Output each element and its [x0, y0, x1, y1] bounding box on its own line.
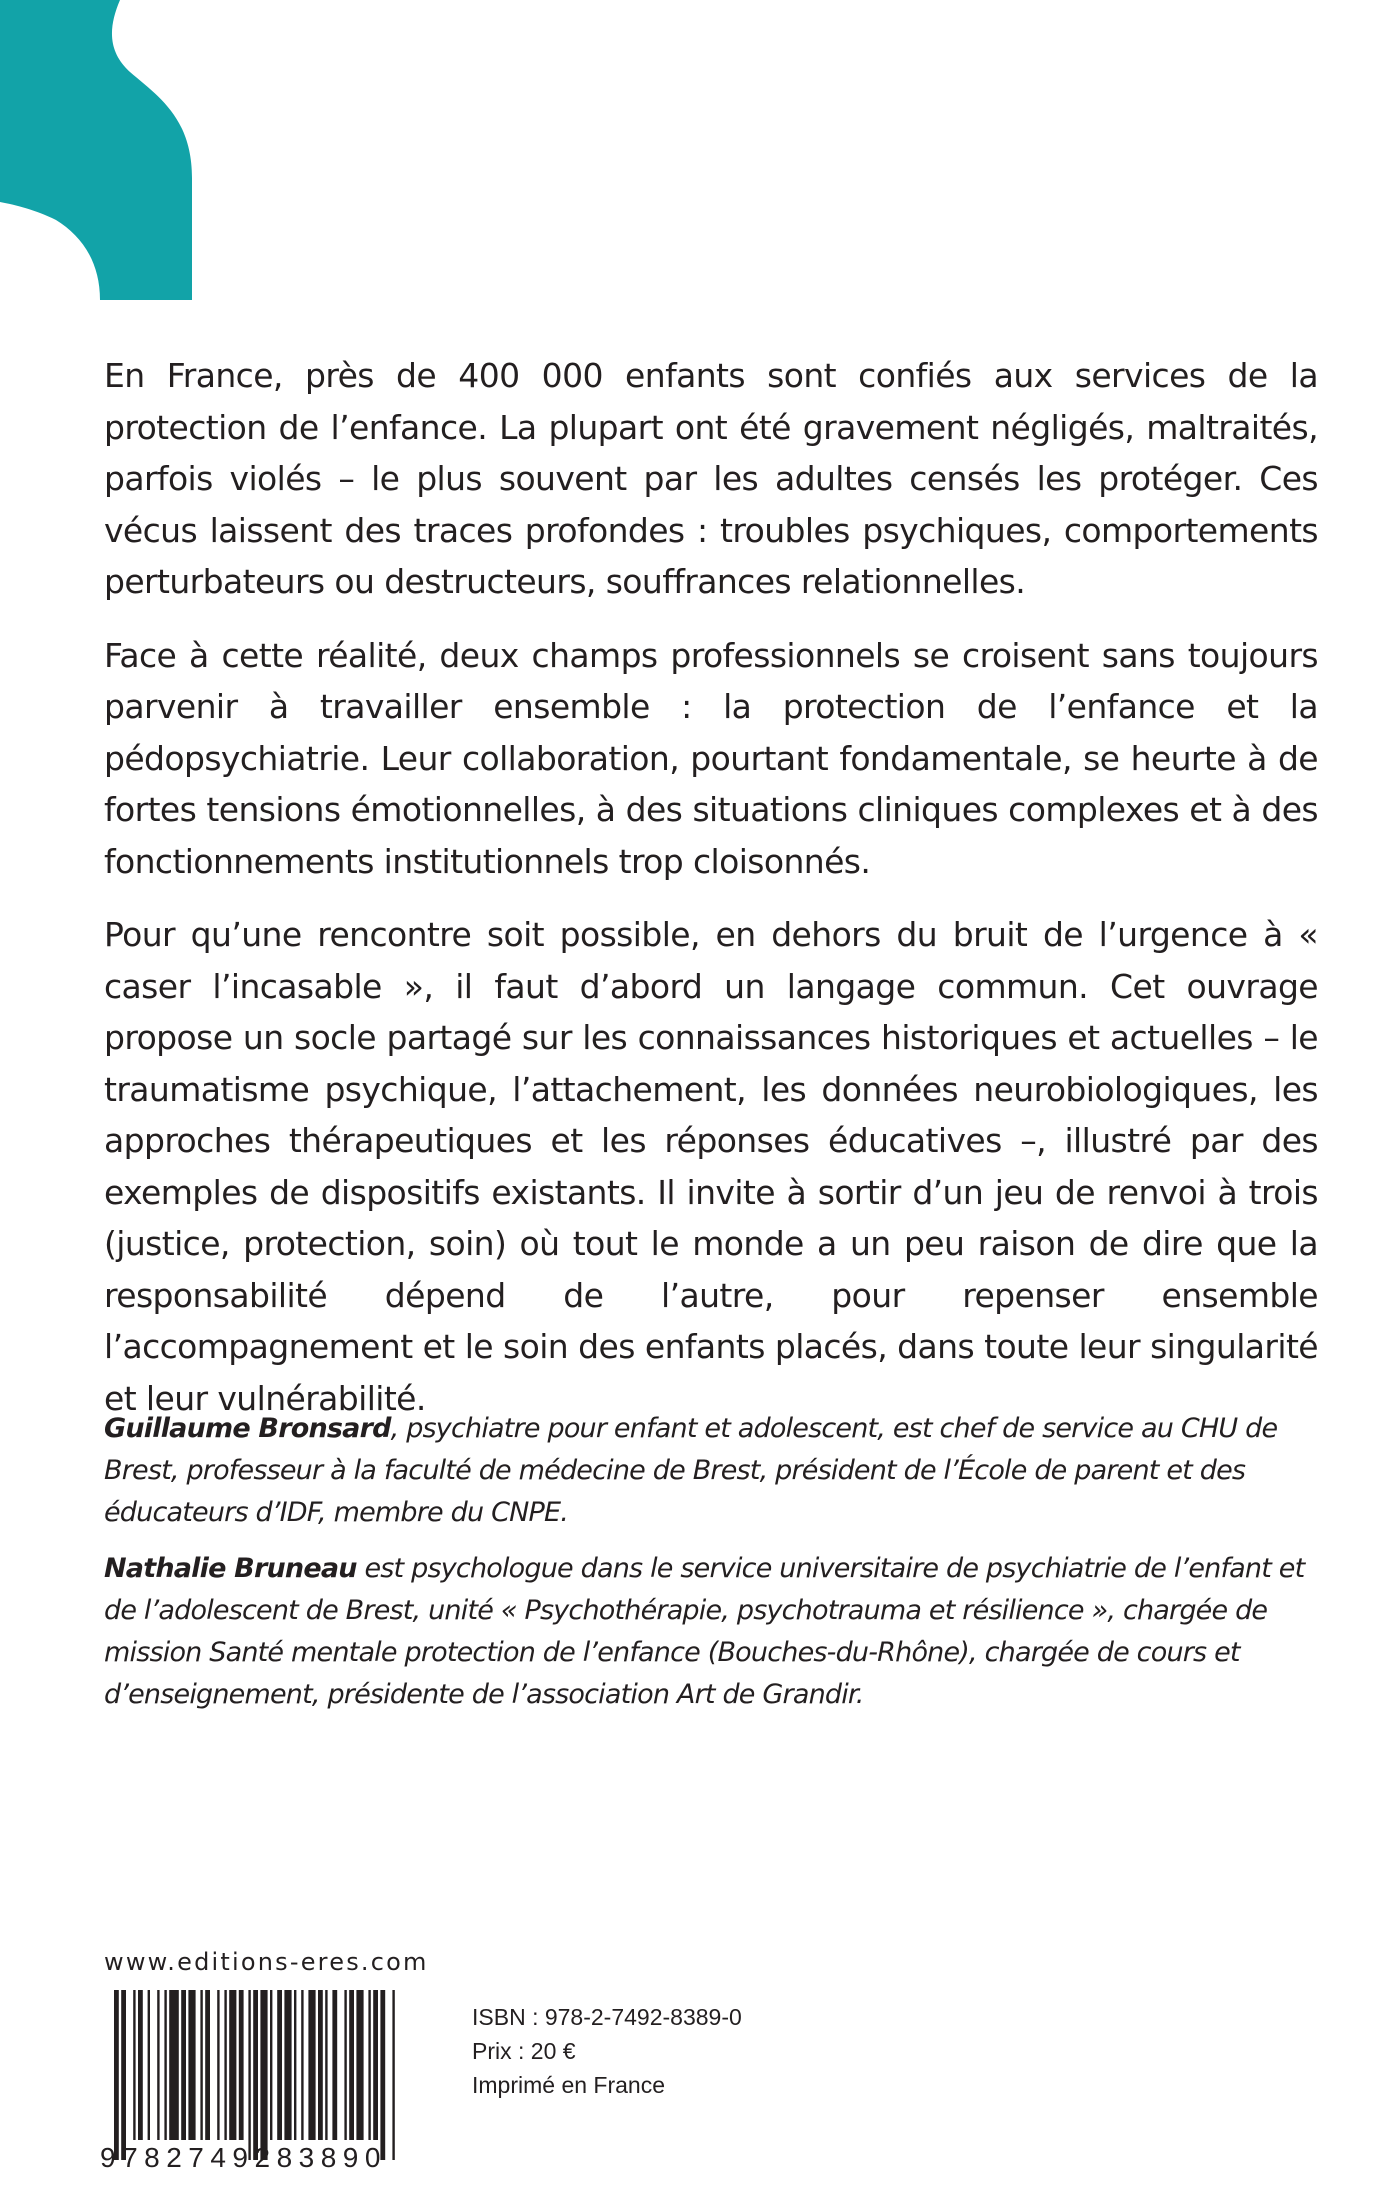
imprint-info [472, 2000, 742, 2102]
author-bios [104, 1408, 1318, 1730]
barcode-bar [344, 1990, 346, 2140]
barcode-bar [229, 1990, 236, 2140]
barcode-bar [181, 1990, 186, 2140]
barcode-bar [148, 1990, 150, 2140]
barcode-bar [368, 1990, 370, 2140]
barcode-bar [164, 1990, 166, 2140]
barcode-bar [284, 1990, 291, 2140]
back-cover-blurb [104, 350, 1318, 1446]
publisher-logo-icon [0, 0, 200, 300]
barcode-bar [224, 1990, 226, 2140]
price: Prix : 20 € [472, 2038, 576, 2064]
barcode-bar [277, 1990, 282, 2140]
barcode-bar [253, 1990, 258, 2160]
barcode-bar [260, 1990, 267, 2160]
printed-in: Imprimé en France [472, 2072, 666, 2098]
barcode-bar [205, 1990, 210, 2140]
author-bio [104, 1408, 1318, 1534]
barcode-bar [200, 1990, 202, 2140]
author-name: Nathalie Bruneau [104, 1553, 357, 1584]
barcode-bar [301, 1990, 303, 2140]
author-bio-text: , psychiatre pour enfant et adolescent, est chef de service au CHU de Brest, professeur à la faculté de médecine de Brest, président de l’École de parent et des éducateurs d’IDF, membre du CNPE. [104, 1413, 1278, 1528]
barcode-bar [392, 1990, 394, 2160]
barcode-bar [239, 1990, 244, 2140]
barcode-bar [157, 1990, 159, 2140]
blurb-paragraph: Pour qu’une rencontre soit possible, en dehors du bruit de l’urgence à « caser l’incasable », il faut d’abord un langage commun. Cet ouvrage propose un socle partagé sur les connaissances historiques et actuelles – le traumatisme psychique, l’attachement, les données neurobiologiques, les approches thérapeutiques et les réponses éducatives –, illustré par des exemples de dispositifs existants. Il invite à sortir d’un jeu de renvoi à trois (justice, protection, soin) où tout le monde a un peu raison de dire que la responsabilité dépend de l’autre, pour repenser ensemble l’accompagnement et le soin des enfants placés, dans toute leur singularité et leur vulnérabilité. [104, 915, 1318, 1418]
barcode-bar [188, 1990, 195, 2140]
author-bio-text: est psychologue dans le service universitaire de psychiatrie de l’enfant et de l’adolescent de Brest, unité « Psychothérapie, psychotrauma et résilience », chargée de mission Santé mentale protection de l’enfance (Bouches-du-Rhône), chargée de cours et d’enseignement, présidente de l’association Art de Grandir. [104, 1553, 1305, 1710]
barcode-bar [217, 1990, 219, 2140]
barcode-bar [294, 1990, 296, 2140]
barcode-bar [248, 1990, 250, 2160]
barcode-bar [318, 1990, 323, 2140]
barcode-digits: 9782749283890 [100, 2142, 387, 2173]
author-name: Guillaume Bronsard [104, 1413, 391, 1444]
barcode-bar [325, 1990, 327, 2140]
barcode-bar [270, 1990, 272, 2140]
author-bio [104, 1548, 1318, 1716]
barcode-bar [373, 1990, 378, 2140]
barcode-bar [138, 1990, 143, 2140]
barcode-bar [332, 1990, 337, 2140]
barcode-bar [356, 1990, 363, 2140]
blurb-paragraph: En France, près de 400 000 enfants sont confiés aux services de la protection de l’enfance. La plupart ont été gravement négligés, maltraités, parfois violés – le plus souvent par les adultes censés les protéger. Ces vécus laissent des traces profondes : troubles psychiques, comportements perturbateurs ou destructeurs, souffrances relationnelles. [104, 356, 1318, 601]
barcode-bar [380, 1990, 385, 2160]
barcode-bar [349, 1990, 354, 2140]
barcode-bar [169, 1990, 179, 2140]
barcode-bar [114, 1990, 119, 2160]
barcode-bar [308, 1990, 315, 2140]
barcode-bar [121, 1990, 126, 2160]
publisher-website-link[interactable]: www.editions-eres.com [104, 1948, 429, 1976]
blurb-paragraph: Face à cette réalité, deux champs professionnels se croisent sans toujours parvenir à travailler ensemble : la protection de l’enfance et la pédopsychiatrie. Leur collaboration, pourtant fondamentale, se heurte à de fortes tensions émotionnelles, à des situations cliniques complexes et à des fonctionnements institutionnels trop cloisonnés. [104, 635, 1318, 881]
barcode-bar [133, 1990, 135, 2140]
isbn: ISBN : 978-2-7492-8389-0 [472, 2004, 742, 2030]
